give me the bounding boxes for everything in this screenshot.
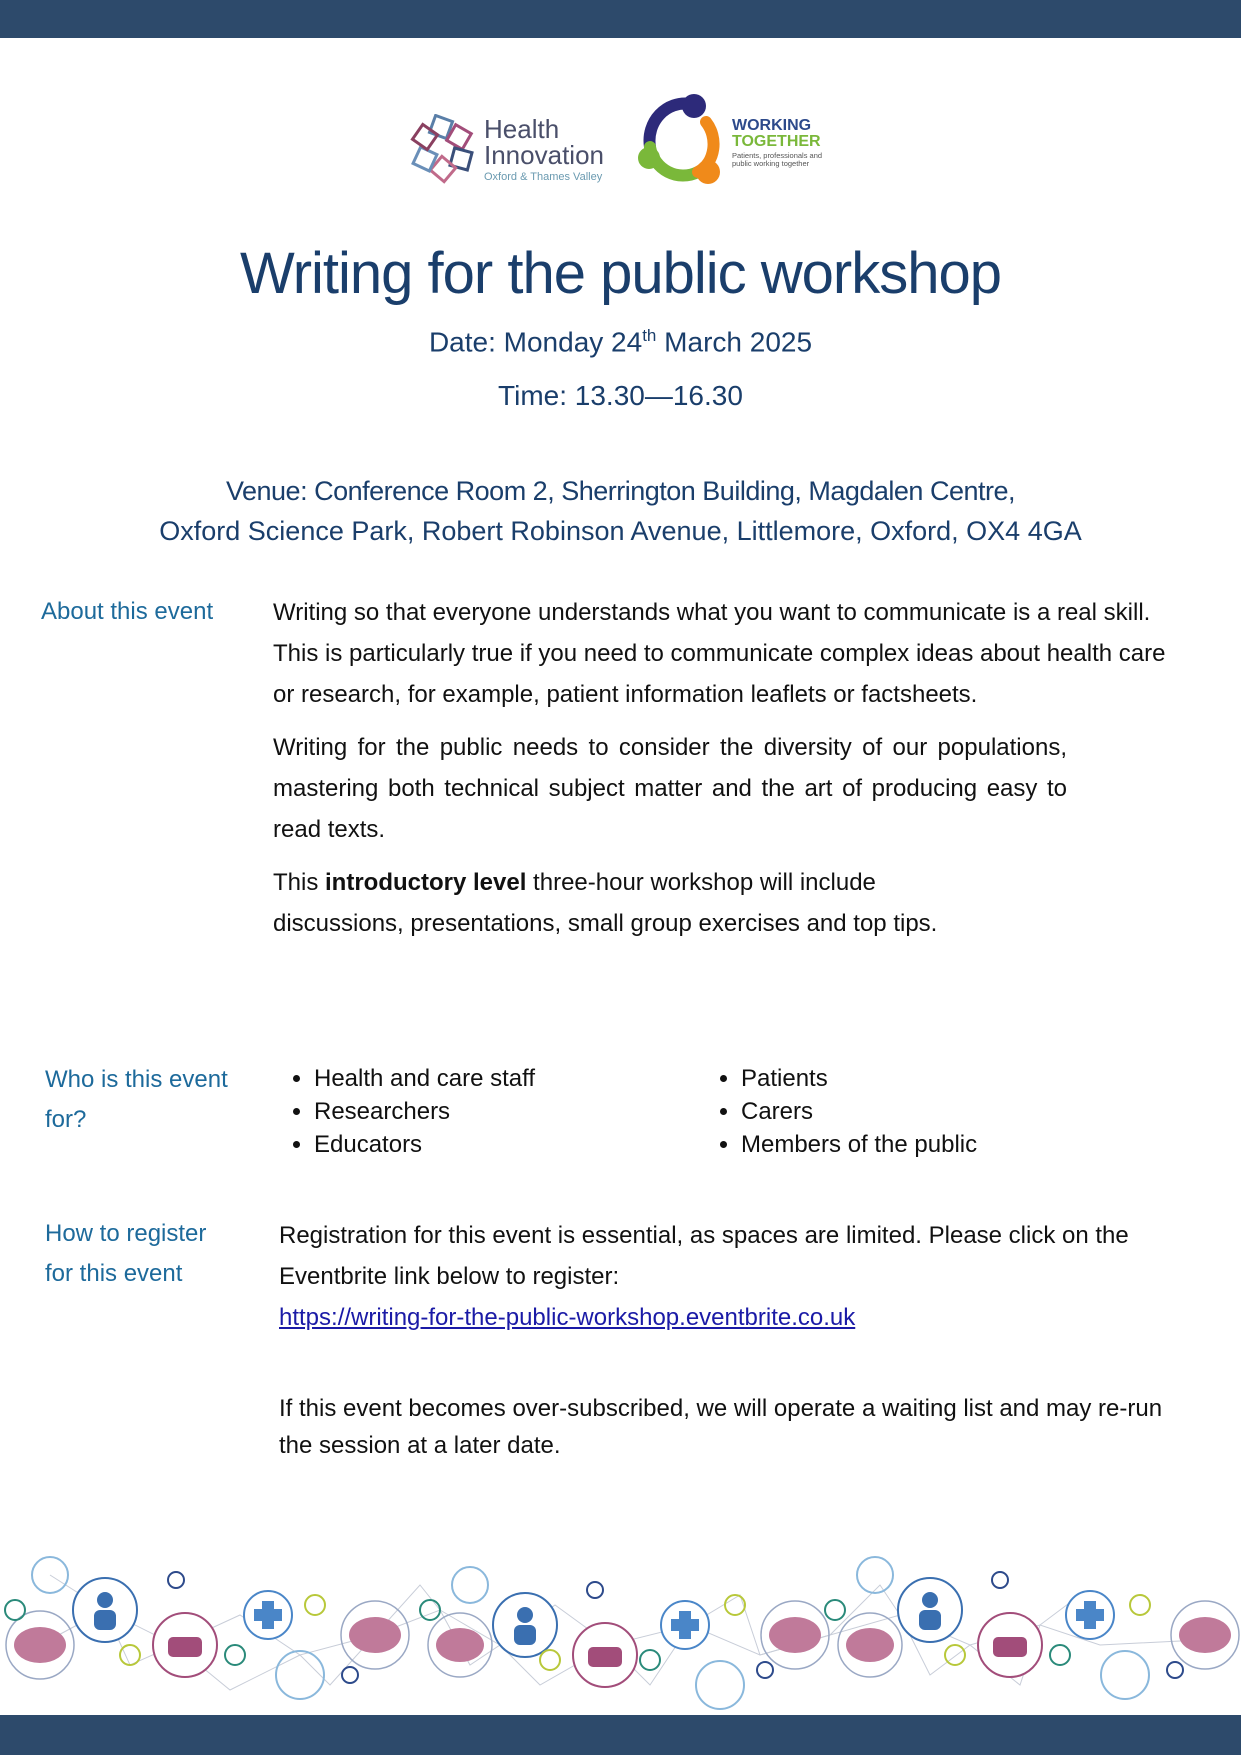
about-p3-bold: introductory level [325,869,527,896]
health-innovation-logo-icon [410,114,480,184]
logo-health: Health [484,114,560,144]
about-p3-post: three-hour workshop will include discussions, presentations, small group exercises and top tips. [273,869,938,937]
event-time: Time: 13.30—16.30 [498,380,743,411]
who-label [45,1060,228,1140]
eventbrite-link[interactable]: https://writing-for-the-public-workshop.eventbrite.co.uk [279,1304,856,1331]
about-body [273,592,1167,956]
venue-line-2: Oxford Science Park, Robert Robinson Avenue, Littlemore, Oxford, OX4 4GA [159,516,1082,546]
about-label: About this event [41,598,214,625]
audience-list-2 [703,1062,977,1161]
logo-together: TOGETHER [732,133,821,150]
logo-tagline: Patients, professionals and public working together [732,151,823,168]
list-item: • Members of the public [741,1128,977,1161]
register-paragraph-1: Registration for this event is essential, as spaces are limited. Please click on the Eventbrite link below to register: [279,1222,1129,1290]
date-prefix: Date: Monday 24 [428,326,643,358]
logo-region: Oxford & Thames Valley [484,171,603,183]
list-item: • Carers [741,1095,977,1128]
list-item: • Patients [741,1062,977,1095]
about-paragraph-3 [273,862,993,944]
health-innovation-wordmark [484,116,604,183]
footer-decorative-network [0,1545,1241,1715]
date-suffix: March 2025 [656,326,813,358]
register-label-line-1: How to register [45,1220,207,1247]
about-paragraph-1: Writing so that everyone understands what you want to communicate is a real skill. This is particularly true if you need to communicate complex ideas about health care or research, for example, patient information leaflets or factsheets. [273,599,1166,708]
bottom-banner-bar [0,1715,1241,1755]
logo-area [410,92,840,192]
top-banner-bar [0,0,1241,38]
event-date [0,326,1241,358]
register-body [279,1215,1189,1464]
list-item: • Health and care staff [314,1062,535,1095]
list-item: • Researchers [314,1095,535,1128]
register-paragraph-2: If this event becomes over-subscribed, we will operate a waiting list and may re-run the session at a later date. [279,1395,1163,1459]
page-title: Writing for the public workshop [240,241,1001,306]
working-together-logo-icon [636,92,726,187]
list-item: • Educators [314,1128,535,1161]
register-label-line-2: for this event [45,1260,183,1287]
audience-list-1 [276,1062,535,1161]
who-label-line-2: for? [45,1106,87,1133]
date-ordinal: th [642,326,657,345]
working-together-wordmark [732,118,842,167]
logo-innovation: Innovation [484,140,604,170]
register-label [45,1214,206,1294]
venue-line-1: Venue: Conference Room 2, Sherrington Building, Magdalen Centre, [225,476,1015,506]
logo-working: WORKING [732,117,812,134]
about-p3-pre: This [273,869,326,896]
about-paragraph-2: Writing for the public needs to consider the diversity of our populations, mastering both technical subject matter and the art of producing easy to read texts. [273,734,1067,843]
who-label-line-1: Who is this event [45,1066,228,1093]
